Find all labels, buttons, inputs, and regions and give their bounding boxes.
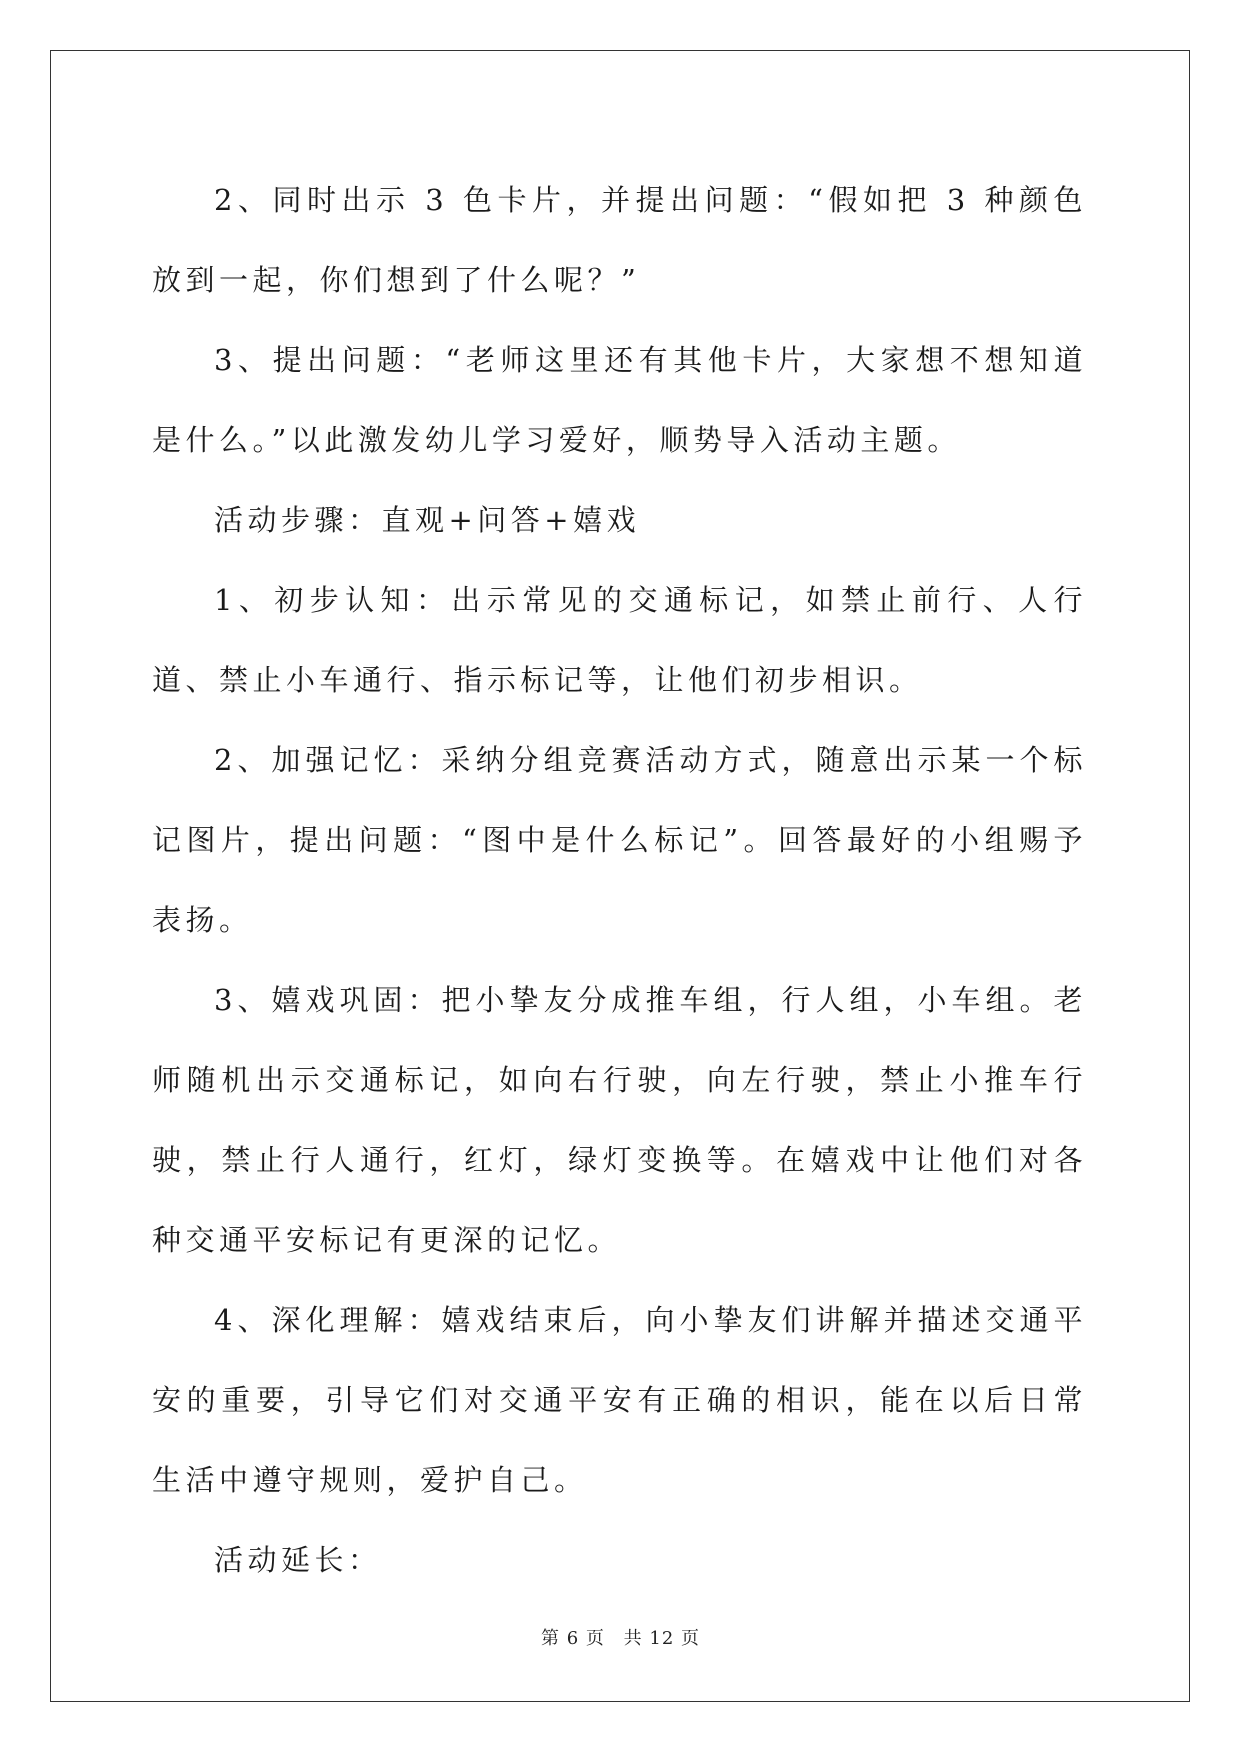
section-heading-steps: 活动步骤：直观+问答+嬉戏 [214, 503, 641, 537]
page-number: 第 6 页 [541, 1628, 605, 1649]
paragraph-2: 3、提出问题：“老师这里还有其他卡片，大家想不想知道是什么。”以此激发幼儿学习爱好，顺势导入活动主题。 [152, 343, 1087, 457]
page-footer [0, 1624, 1241, 1650]
paragraph-6: 4、深化理解：嬉戏结束后，向小挚友们讲解并描述交通平安的重要，引导它们对交通平安有正确的相识，能在以后日常生活中遵守规则，爱护自己。 [152, 1303, 1087, 1497]
page-total: 共 12 页 [623, 1628, 700, 1649]
paragraph-5: 3、嬉戏巩固：把小挚友分成推车组，行人组，小车组。老师随机出示交通标记，如向右行驶，向左行驶，禁止小推车行驶，禁止行人通行，红灯，绿灯变换等。在嬉戏中让他们对各种交通平安标记有更深的记忆。 [152, 983, 1087, 1257]
document-body [152, 160, 1087, 1600]
paragraph-4: 2、加强记忆：采纳分组竞赛活动方式，随意出示某一个标记图片，提出问题：“图中是什么标记”。回答最好的小组赐予表扬。 [152, 743, 1087, 937]
paragraph-1: 2、同时出示 3 色卡片，并提出问题：“假如把 3 种颜色放到一起，你们想到了什么呢？” [152, 183, 1087, 297]
paragraph-3: 1、初步认知：出示常见的交通标记，如禁止前行、人行道、禁止小车通行、指示标记等，让他们初步相识。 [152, 583, 1087, 697]
section-heading-extension: 活动延长： [214, 1543, 382, 1577]
